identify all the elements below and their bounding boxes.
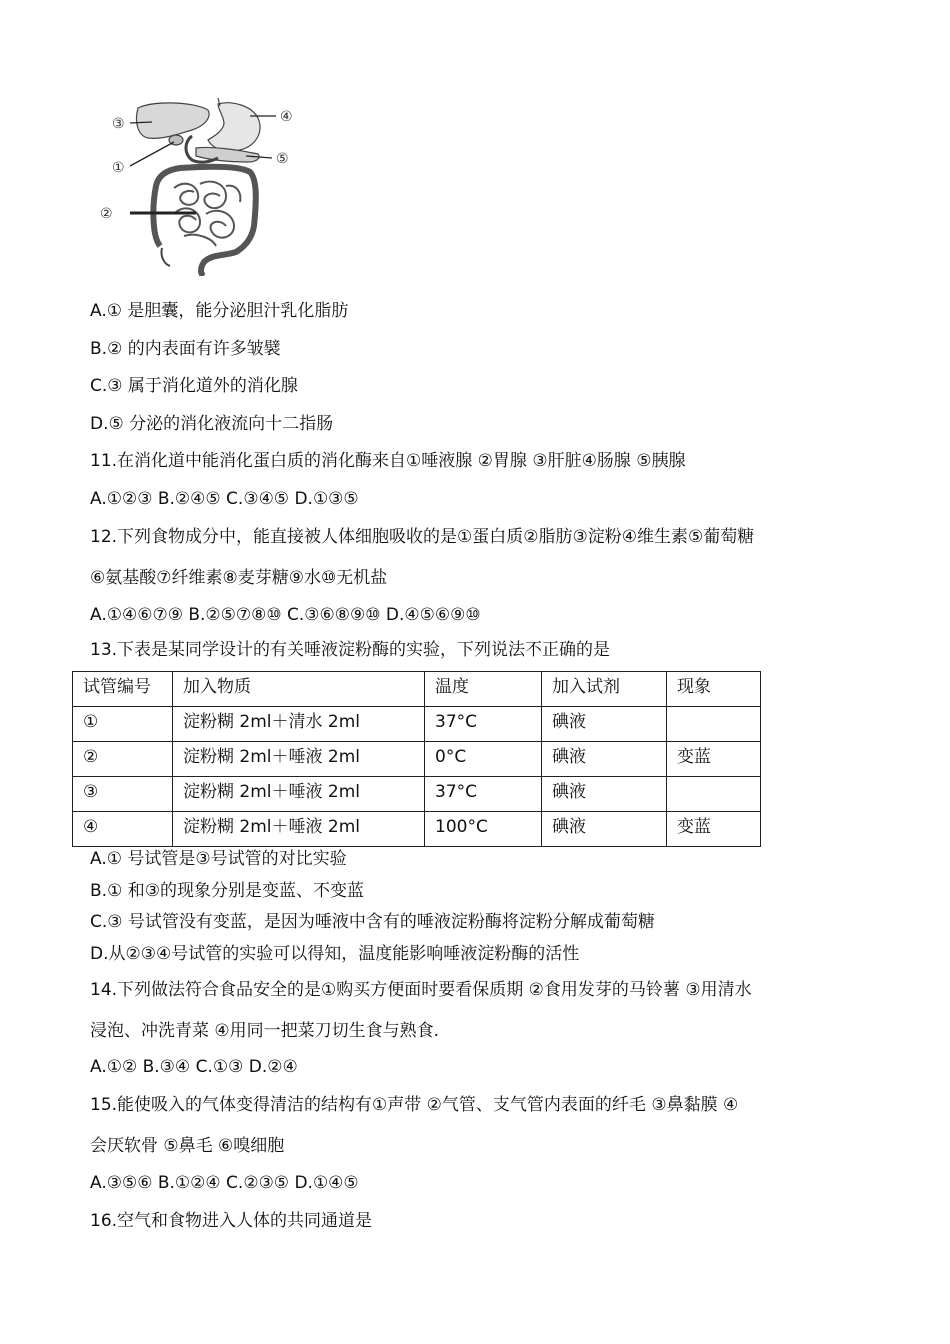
table-cell: 碘液	[542, 742, 667, 777]
q10-option-d: D.⑤ 分泌的消化液流向十二指肠	[90, 414, 334, 434]
table-header-cell: 温度	[425, 672, 542, 707]
table-cell: ④	[73, 812, 173, 847]
table-cell: 碘液	[542, 777, 667, 812]
table-row	[73, 777, 761, 812]
table-row	[73, 742, 761, 777]
q12-stem-line1: 12.下列食物成分中，能直接被人体细胞吸收的是①蛋白质②脂肪③淀粉④维生素⑤葡萄糖	[90, 527, 755, 547]
label-2: ②	[100, 206, 113, 222]
table-cell: 变蓝	[667, 812, 761, 847]
table-row	[73, 812, 761, 847]
label-3: ③	[112, 116, 125, 132]
table-cell: 碘液	[542, 812, 667, 847]
table-cell: 淀粉糊 2ml＋唾液 2ml	[173, 777, 425, 812]
q10-option-c: C.③ 属于消化道外的消化腺	[90, 376, 298, 396]
q15-options: A.③⑤⑥ B.①②④ C.②③⑤ D.①④⑤	[90, 1173, 359, 1193]
table-header-cell: 加入物质	[173, 672, 425, 707]
pancreas-shape	[196, 147, 259, 162]
table-cell: 37°C	[425, 707, 542, 742]
table-header-cell: 加入试剂	[542, 672, 667, 707]
table-cell: 100°C	[425, 812, 542, 847]
q13-option-a: A.① 号试管是③号试管的对比实验	[90, 849, 347, 869]
q15-stem-line1: 15.能使吸入的气体变得清洁的结构有①声带 ②气管、支气管内表面的纤毛 ③鼻黏膜 ④	[90, 1095, 739, 1115]
q13-option-b: B.① 和③的现象分别是变蓝、不变蓝	[90, 881, 364, 901]
table-cell: 0°C	[425, 742, 542, 777]
experiment-table	[72, 671, 761, 847]
table-cell: 淀粉糊 2ml＋唾液 2ml	[173, 742, 425, 777]
q12-stem-line2: ⑥氨基酸⑦纤维素⑧麦芽糖⑨水⑩无机盐	[90, 568, 388, 588]
table-cell: 碘液	[542, 707, 667, 742]
table-cell: ③	[73, 777, 173, 812]
table-cell: ②	[73, 742, 173, 777]
q13-option-d: D.从②③④号试管的实验可以得知，温度能影响唾液淀粉酶的活性	[90, 944, 580, 964]
q12-options: A.①④⑥⑦⑨ B.②⑤⑦⑧⑩ C.③⑥⑧⑨⑩ D.④⑤⑥⑨⑩	[90, 605, 481, 625]
q11-options: A.①②③ B.②④⑤ C.③④⑤ D.①③⑤	[90, 489, 359, 509]
table-header-cell: 试管编号	[73, 672, 173, 707]
digestive-system-diagram	[100, 96, 310, 276]
q10-option-b: B.② 的内表面有许多皱襞	[90, 339, 281, 359]
q14-stem-line1: 14.下列做法符合食品安全的是①购买方便面时要看保质期 ②食用发芽的马铃薯 ③用清水	[90, 980, 752, 1000]
table-row	[73, 707, 761, 742]
table-header-row	[73, 672, 761, 707]
table-cell: 淀粉糊 2ml＋清水 2ml	[173, 707, 425, 742]
q11-stem: 11.在消化道中能消化蛋白质的消化酶来自①唾液腺 ②胃腺 ③肝脏④肠腺 ⑤胰腺	[90, 451, 686, 471]
q13-option-c: C.③ 号试管没有变蓝，是因为唾液中含有的唾液淀粉酶将淀粉分解成葡萄糖	[90, 912, 655, 932]
q10-option-a: A.① 是胆囊，能分泌胆汁乳化脂肪	[90, 301, 349, 321]
q15-stem-line2: 会厌软骨 ⑤鼻毛 ⑥嗅细胞	[90, 1136, 285, 1156]
table-cell: 淀粉糊 2ml＋唾液 2ml	[173, 812, 425, 847]
table-cell: ①	[73, 707, 173, 742]
q14-options: A.①② B.③④ C.①③ D.②④	[90, 1057, 298, 1077]
q13-stem: 13.下表是某同学设计的有关唾液淀粉酶的实验，下列说法不正确的是	[90, 640, 611, 660]
table-cell	[667, 707, 761, 742]
label-4: ④	[280, 109, 293, 125]
label-5: ⑤	[276, 151, 289, 167]
liver-shape	[136, 103, 209, 138]
q14-stem-line2: 浸泡、冲洗青菜 ④用同一把菜刀切生食与熟食.	[90, 1021, 440, 1041]
q16-stem: 16.空气和食物进入人体的共同通道是	[90, 1211, 373, 1231]
stomach-shape	[208, 103, 260, 152]
table-cell: 变蓝	[667, 742, 761, 777]
table-header-cell: 现象	[667, 672, 761, 707]
label-1: ①	[112, 160, 125, 176]
table-cell	[667, 777, 761, 812]
table-cell: 37°C	[425, 777, 542, 812]
